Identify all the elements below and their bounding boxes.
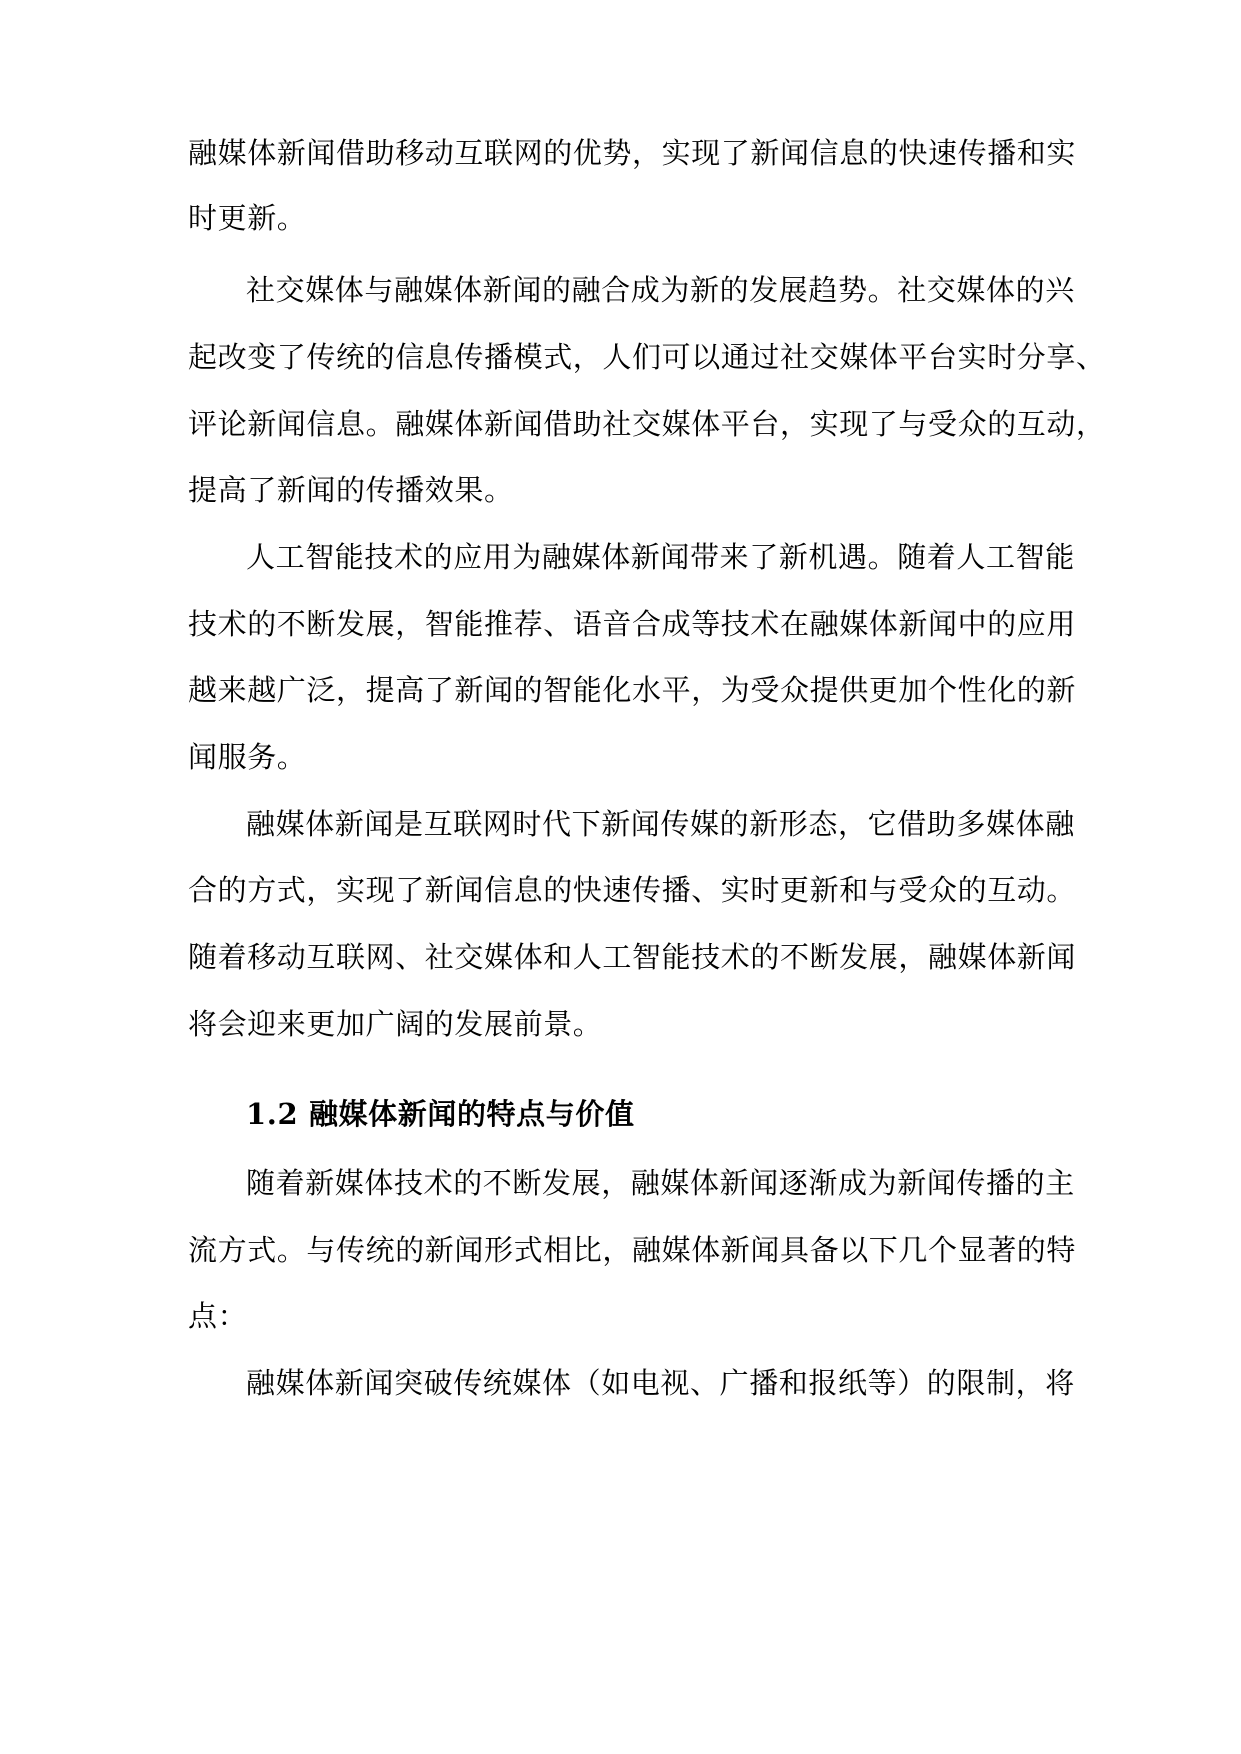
text-line: 随着移动互联网、社交媒体和人工智能技术的不断发展，融媒体新闻 (188, 940, 1077, 974)
text-line: 合的方式，实现了新闻信息的快速传播、实时更新和与受众的互动。 (188, 873, 1077, 907)
text-line: 点： (188, 1299, 248, 1333)
text-line: 提高了新闻的传播效果。 (188, 473, 514, 507)
text-line: 将会迎来更加广阔的发展前景。 (188, 1007, 603, 1041)
text-line: 起改变了传统的信息传播模式，人们可以通过社交媒体平台实时分享、 (188, 340, 1106, 374)
text-line: 融媒体新闻借助移动互联网的优势，实现了新闻信息的快速传播和实 (188, 136, 1077, 170)
text-line: 融媒体新闻突破传统媒体（如电视、广播和报纸等）的限制，将 (246, 1366, 1075, 1400)
text-line: 闻服务。 (188, 740, 307, 774)
text-line: 评论新闻信息。融媒体新闻借助社交媒体平台，实现了与受众的互动， (188, 407, 1106, 441)
text-line: 社交媒体与融媒体新闻的融合成为新的发展趋势。社交媒体的兴 (246, 273, 1075, 307)
text-line: 时更新。 (188, 201, 307, 235)
text-line: 越来越广泛，提高了新闻的智能化水平，为受众提供更加个性化的新 (188, 673, 1077, 707)
text-line: 技术的不断发展，智能推荐、语音合成等技术在融媒体新闻中的应用 (188, 607, 1077, 641)
section-heading: 1.2 融媒体新闻的特点与价值 (246, 1097, 635, 1131)
text-line: 人工智能技术的应用为融媒体新闻带来了新机遇。随着人工智能 (246, 540, 1075, 574)
text-line: 流方式。与传统的新闻形式相比，融媒体新闻具备以下几个显著的特 (188, 1233, 1077, 1267)
text-line: 随着新媒体技术的不断发展，融媒体新闻逐渐成为新闻传播的主 (246, 1166, 1075, 1200)
text-line: 融媒体新闻是互联网时代下新闻传媒的新形态，它借助多媒体融 (246, 807, 1075, 841)
